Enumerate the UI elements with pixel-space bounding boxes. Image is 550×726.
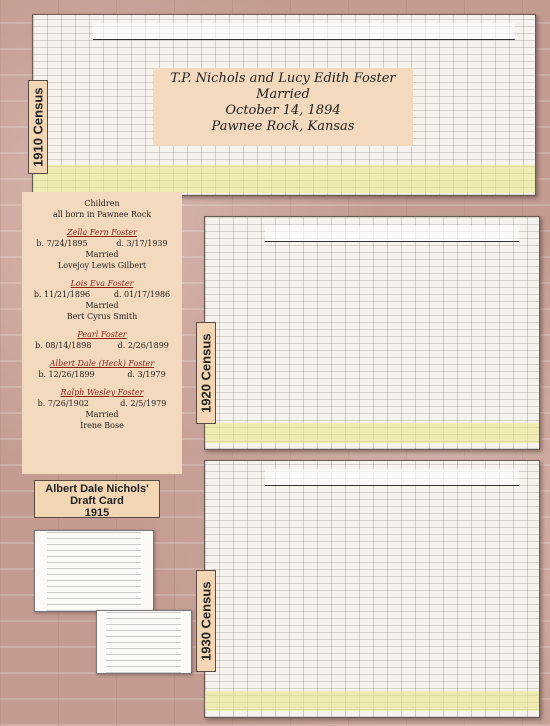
- child-died: d. 2/5/1979: [120, 399, 167, 408]
- census-1930-highlight: [205, 691, 539, 711]
- child-married: Married: [85, 410, 119, 419]
- census-1920-label: 1920 Census: [196, 322, 216, 424]
- marriage-place: Pawnee Rock, Kansas: [211, 119, 355, 134]
- marriage-word: Married: [256, 87, 310, 102]
- draft-card-front: [34, 530, 154, 612]
- child-spouse: Irene Bose: [80, 421, 124, 430]
- child-died: d. 01/17/1986: [113, 290, 171, 299]
- draft-card-owner: Albert Dale Nichols': [45, 483, 149, 495]
- child-name: Lois Eva Foster: [70, 279, 134, 288]
- child-born: b. 7/26/1902: [37, 399, 89, 408]
- child-married: Married: [85, 301, 119, 310]
- census-1910-header: [93, 23, 515, 40]
- children-subheading: all born in Pawnee Rock: [52, 210, 152, 219]
- census-1910-highlight: [33, 165, 535, 193]
- child-spouse: Bert Cyrus Smith: [66, 312, 138, 321]
- children-heading: Children: [84, 199, 120, 208]
- census-1910-label: 1910 Census: [28, 80, 48, 174]
- child-born: b. 11/21/1896: [33, 290, 91, 299]
- census-1930-document: [204, 460, 540, 718]
- child-spouse: Lovejoy Lewis Gilbert: [57, 261, 147, 270]
- census-1920-document: [204, 216, 540, 450]
- draft-card-year: 1915: [84, 507, 110, 519]
- children-panel: [22, 192, 182, 474]
- census-1920-header: [265, 225, 519, 242]
- census-1920-highlight: [205, 423, 539, 443]
- draft-card-label: [34, 480, 160, 518]
- child-born: b. 12/26/1899: [38, 370, 95, 379]
- child-died: d. 3/17/1939: [116, 239, 168, 248]
- child-name: Ralph Wesley Foster: [60, 388, 144, 397]
- child-born: b. 08/14/1898: [35, 341, 92, 350]
- child-died: d. 3/1979: [127, 370, 166, 379]
- child-died: d. 2/26/1899: [117, 341, 169, 350]
- child-name: Zella Fern Foster: [67, 228, 137, 237]
- child-married: Married: [85, 250, 119, 259]
- child-born: b. 7/24/1895: [36, 239, 88, 248]
- marriage-date: October 14, 1894: [225, 103, 341, 118]
- child-name: Albert Dale (Heck) Foster: [49, 359, 155, 368]
- census-1930-label: 1930 Census: [196, 570, 216, 672]
- child-name: Pearl Foster: [77, 330, 127, 339]
- marriage-title-box: [153, 68, 413, 146]
- marriage-couple: T.P. Nichols and Lucy Edith Foster: [170, 71, 396, 86]
- census-1930-header: [265, 469, 519, 486]
- draft-card-title: Draft Card: [70, 495, 124, 507]
- draft-card-back: [96, 610, 192, 674]
